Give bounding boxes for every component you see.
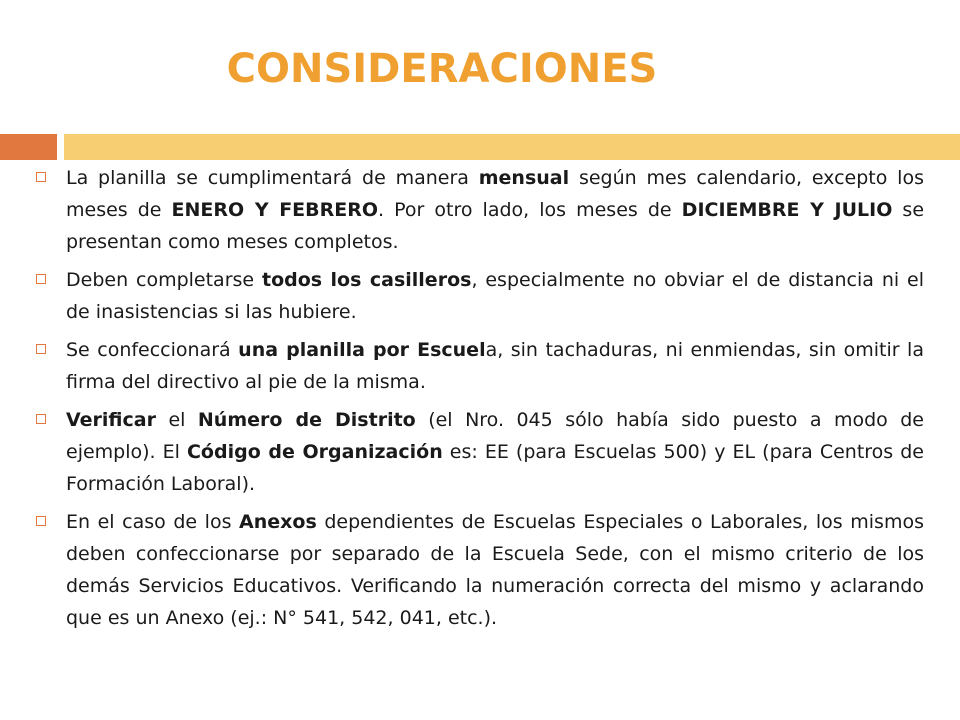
bullet-text: (el Nro. 045 sólo había sido puesto a modo de ejemplo). El — [66, 409, 924, 463]
bullet-text: Deben completarse — [66, 269, 262, 291]
bullet-text-bold: Código de Organización — [186, 441, 443, 463]
bullet-text-bold: DICIEMBRE Y JULIO — [681, 199, 893, 221]
square-bullet-icon — [36, 516, 46, 526]
bullet-item — [30, 334, 924, 398]
square-bullet-icon — [36, 414, 46, 424]
bullet-text-bold: Anexos — [239, 511, 317, 533]
bullet-text-bold: todos los casilleros — [261, 269, 472, 291]
bullet-text: Se confeccionará — [66, 339, 239, 361]
bullet-text-bold: Número de Distrito — [197, 409, 416, 431]
bullet-text: En el caso de los — [66, 511, 240, 533]
bullet-text: La planilla se cumplimentará de manera — [66, 167, 479, 189]
bullet-text-bold: ENERO Y FEBRERO — [171, 199, 379, 221]
bullet-item — [30, 404, 924, 500]
bullet-item — [30, 264, 924, 328]
bullet-text: es: EE (para Escuelas 500) y EL (para Centros de Formación Laboral). — [66, 441, 924, 495]
bullet-text: . Por otro lado, los meses de — [378, 199, 682, 221]
header-bar-accent — [0, 134, 57, 160]
bullet-text: se presentan como meses completos. — [66, 199, 925, 253]
square-bullet-icon — [36, 344, 46, 354]
header-bar — [64, 134, 960, 160]
bullet-text-bold: una planilla por Escuel — [238, 339, 486, 361]
bullet-item — [30, 162, 924, 258]
bullet-text: dependientes de Escuelas Especiales o Laborales, los mismos deben confeccionarse por separado de la Escuela Sede, con el mismo criterio de los demás Servicios Educativos. Verificando la numeración correcta del mismo y aclarando que es un Anexo (ej.: N° 541, 542, 041, etc.). — [66, 511, 924, 629]
bullet-text-bold: mensual — [478, 167, 570, 189]
bullet-text-bold: Verificar — [66, 409, 156, 431]
square-bullet-icon — [36, 274, 46, 284]
bullet-list — [30, 162, 924, 640]
bullet-text: , especialmente no obviar el de distancia ni el de inasistencias si las hubiere. — [66, 269, 924, 323]
slide-title: CONSIDERACIONES — [226, 46, 658, 92]
bullet-text: según mes calendario, excepto los meses de — [66, 167, 924, 221]
bullet-text: el — [155, 409, 198, 431]
square-bullet-icon — [36, 172, 46, 182]
bullet-item — [30, 506, 924, 634]
bullet-text: a, sin tachaduras, ni enmiendas, sin omitir la firma del directivo al pie de la misma. — [66, 339, 924, 393]
